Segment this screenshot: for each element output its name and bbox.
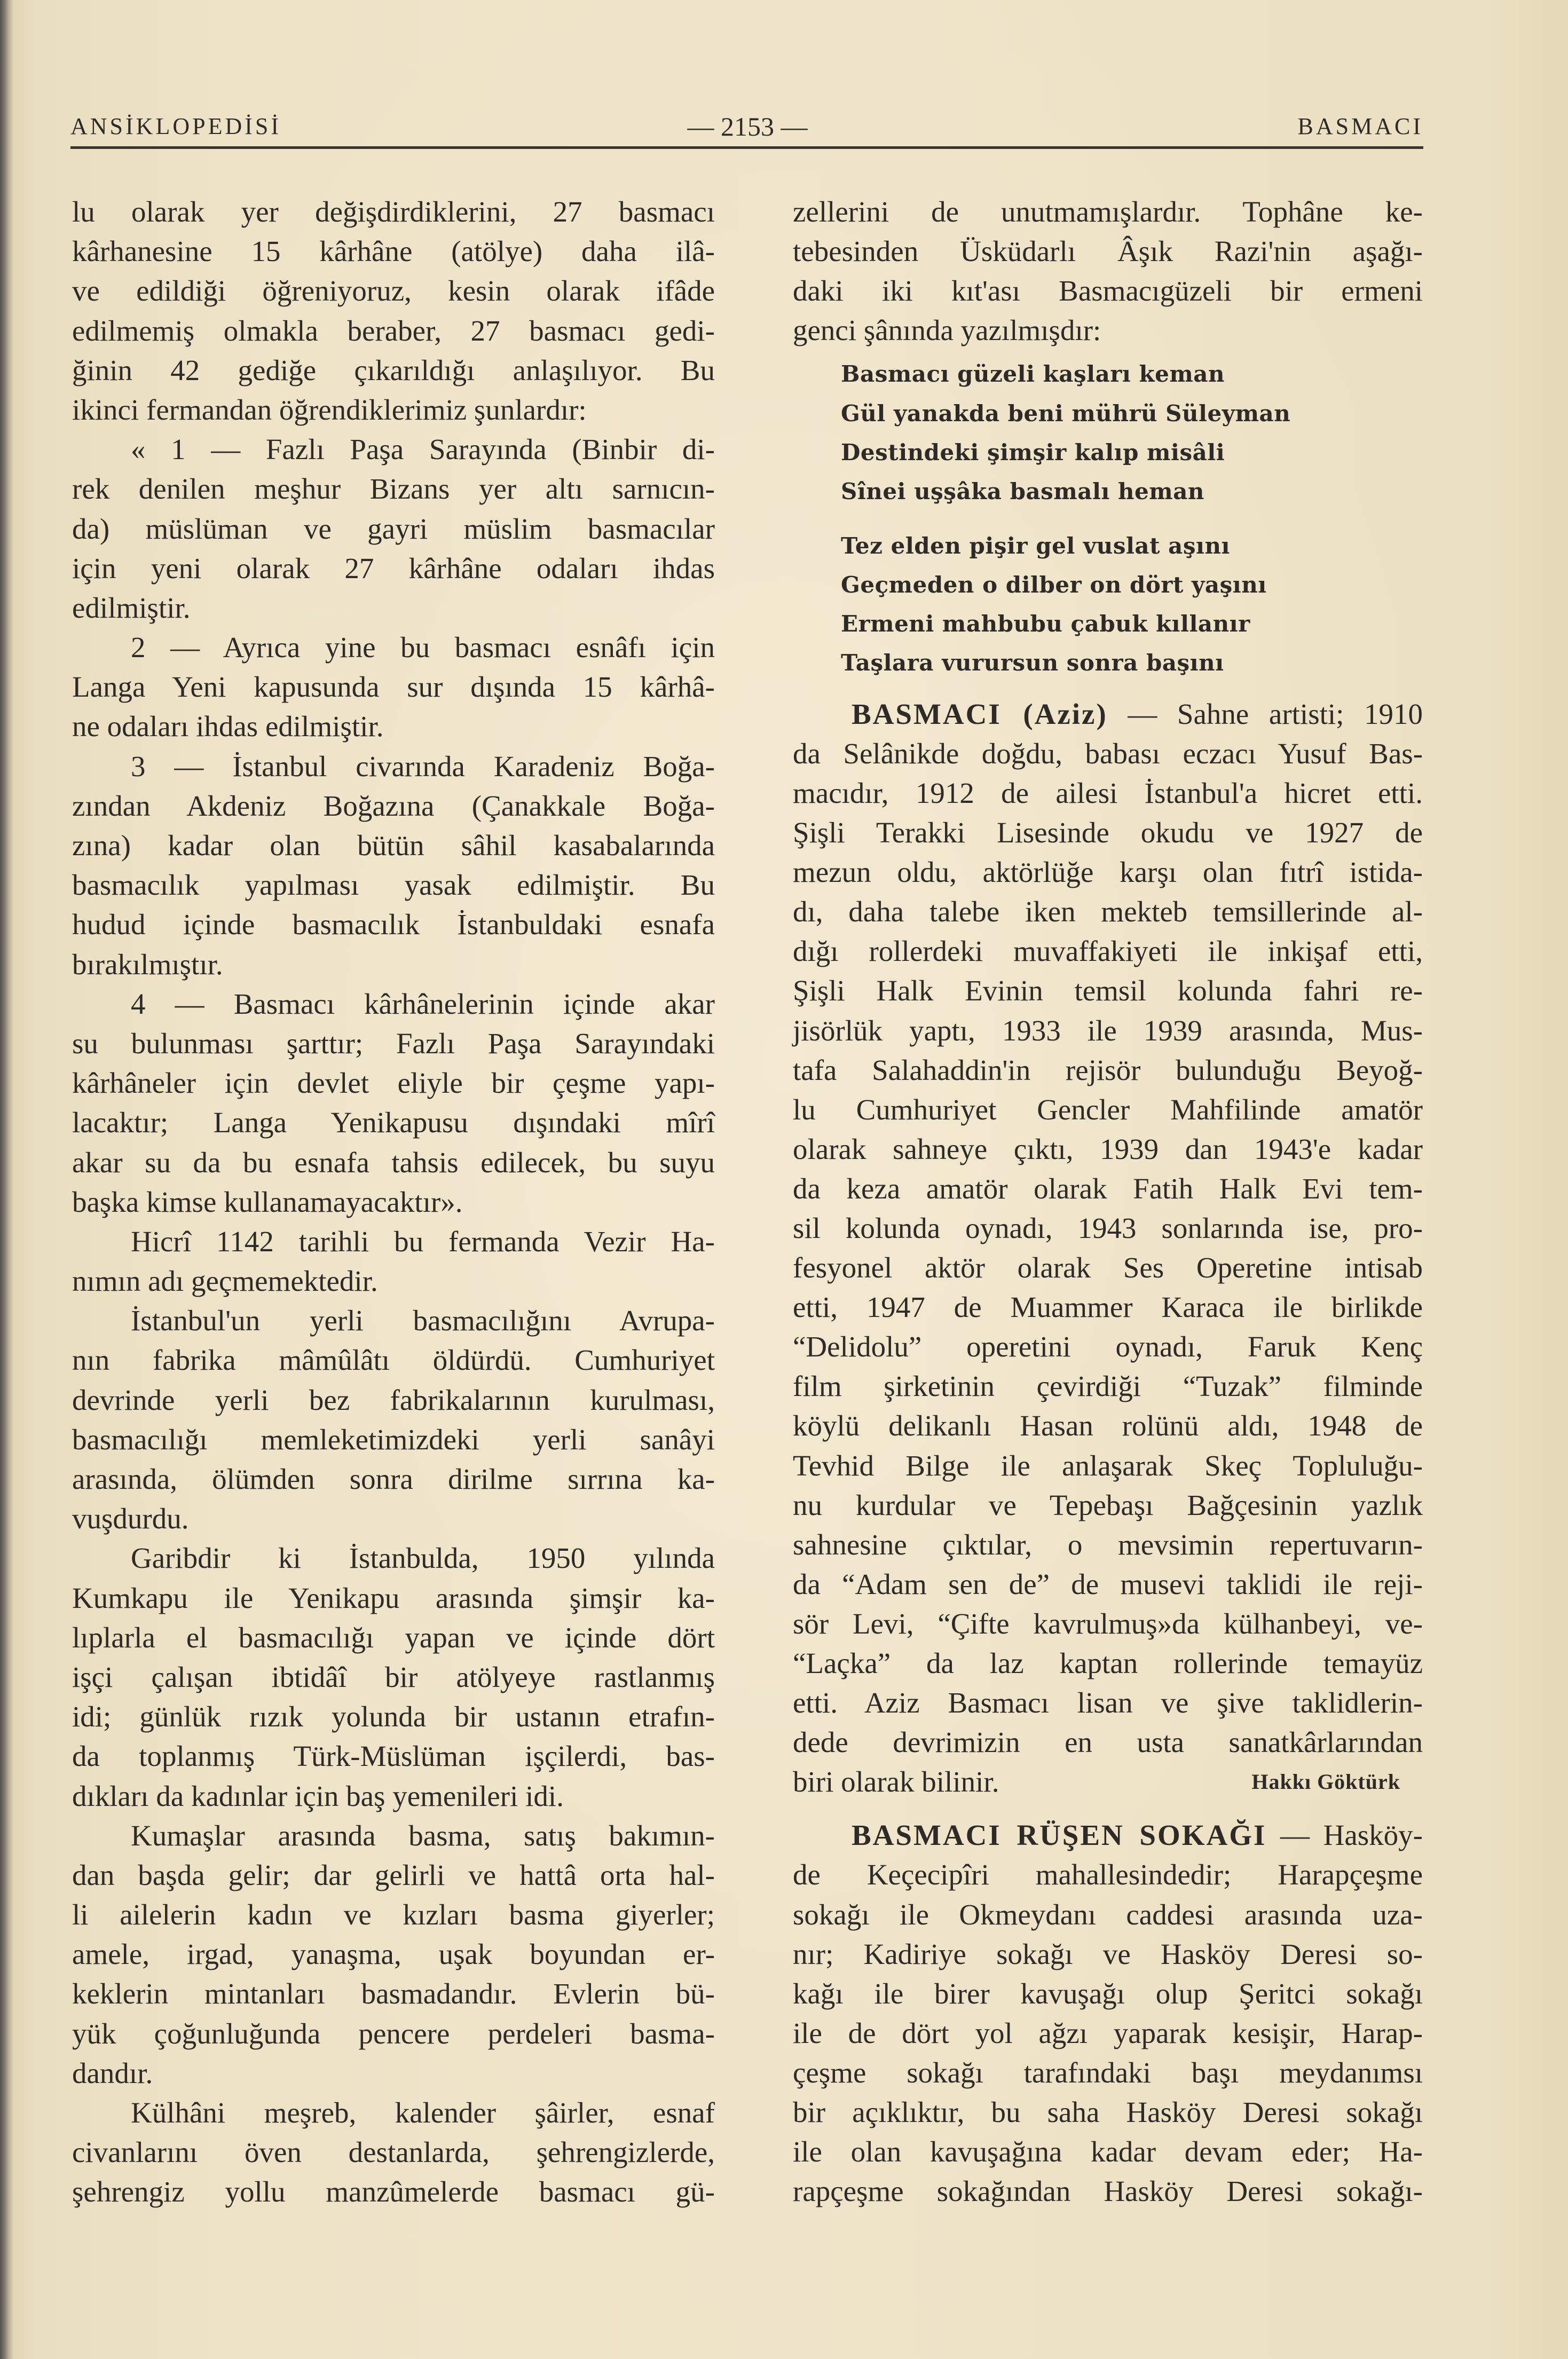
poem xyxy=(793,354,1423,682)
poem-line: Sînei uşşâka basmalı heman xyxy=(841,478,1204,505)
text-line: lu olarak yer değişdirdiklerini, 27 basmacı xyxy=(72,195,715,228)
poem-stanza xyxy=(841,354,1423,511)
text-line: işçi çalışan ibtidâî bir atölyeye rastlanmış xyxy=(72,1660,715,1693)
text-line: akar su da bu esnafa tahsis edilecek, bu suyu xyxy=(72,1146,715,1179)
paragraph xyxy=(793,192,1423,350)
poem-line: Basmacı güzeli kaşları keman xyxy=(841,361,1225,388)
text-line: ikinci fermandan öğrendiklerimiz şunlardır: xyxy=(72,393,587,426)
text-line: Şişli Halk Evinin temsil kolunda fahri re- xyxy=(793,974,1423,1007)
text-line: vuşdurdu. xyxy=(72,1502,189,1535)
text-line: Langa Yeni kapusunda sur dışında 15 kârhâ- xyxy=(72,670,715,704)
text-line: dıkları da kadınlar için baş yemenileri idi. xyxy=(72,1779,564,1812)
text-line: Garibdir ki İstanbulda, 1950 yılında xyxy=(131,1542,715,1575)
text-line: civanlarını öven destanlarda, şehrengizlerde, xyxy=(72,2136,715,2169)
text-line: genci şânında yazılmışdır: xyxy=(793,314,1101,347)
entry-first-line-text: — Hasköy- xyxy=(1280,1819,1423,1852)
text-line: bir açıklıktır, bu saha Hasköy Deresi sokağı xyxy=(793,2096,1423,2129)
text-line: Kumkapu ile Yenikapu arasında şimşir ka- xyxy=(72,1581,715,1614)
text-line: devrinde yerli bez fabrikalarının kurulması, xyxy=(72,1383,715,1416)
text-line: ğinin 42 gediğe çıkarıldığı anlaşılıyor. Bu xyxy=(72,353,715,386)
text-line: zına) kadar olan bütün sâhil kasabalarında xyxy=(72,829,715,862)
text-line: ile olan kavuşağına kadar devam eder; Ha- xyxy=(793,2135,1423,2168)
text-line: nır; Kadiriye sokağı ve Hasköy Deresi so- xyxy=(793,1937,1423,1970)
poem-line: Geçmeden o dilber on dört yaşını xyxy=(841,571,1267,598)
text-line: dede devrimizin en usta sanatkârlarından xyxy=(793,1726,1423,1759)
text-line: 3 — İstanbul civarında Karadeniz Boğa- xyxy=(131,749,715,783)
paragraph xyxy=(72,1539,715,1816)
text-line: da toplanmış Türk-Müslüman işçilerdi, bas- xyxy=(72,1740,715,1773)
text-line: 2 — Ayrıca yine bu basmacı esnâfı için xyxy=(131,631,715,664)
text-line: için yeni olarak 27 kârhâne odaları ihdas xyxy=(72,551,715,585)
encyclopedia-entry xyxy=(793,695,1423,1802)
text-line: nın fabrika mâmûlâtı öldürdü. Cumhuriyet xyxy=(72,1344,715,1377)
entry-first-line-text: — Sahne artisti; 1910 xyxy=(1128,697,1423,730)
text-line: “Delidolu” operetini oynadı, Faruk Kenç xyxy=(793,1330,1423,1363)
text-line: köylü delikanlı Hasan rolünü aldı, 1948 de xyxy=(793,1409,1423,1442)
text-line: kağı ile birer kavuşağı olup Şeritci sokağı xyxy=(793,1977,1423,2010)
text-line: macıdır, 1912 de ailesi İstanbul'a hicret etti. xyxy=(793,776,1423,809)
text-line: zından Akdeniz Boğazına (Çanakkale Boğa- xyxy=(72,789,715,822)
text-line: Kumaşlar arasında basma, satış bakımın- xyxy=(131,1819,715,1852)
text-line: da) müslüman ve gayri müslim basmacılar xyxy=(72,512,715,545)
text-line: film şirketinin çevirdiği “Tuzak” filminde xyxy=(793,1370,1423,1403)
paragraph xyxy=(72,1816,715,2093)
text-line: lu Cumhuriyet Gencler Mahfilinde amatör xyxy=(793,1093,1423,1126)
text-line: nımın adı geçmemektedir. xyxy=(72,1265,378,1298)
text-line: dan başda gelir; dar gelirli ve hattâ orta hal- xyxy=(72,1858,715,1891)
text-line: dı, daha talebe iken mekteb temsillerinde al- xyxy=(793,895,1423,928)
text-line: da Selânikde doğdu, babası eczacı Yusuf Bas- xyxy=(793,737,1423,770)
binding-shadow xyxy=(0,0,14,2359)
text-line: sil kolunda oynadı, 1943 sonlarında ise, pro- xyxy=(793,1211,1423,1244)
poem-stanza xyxy=(841,526,1423,683)
text-line: mezun oldu, aktörlüğe karşı olan fıtrî istida- xyxy=(793,856,1423,889)
text-line: basmacılık yapılması yasak edilmiştir. Bu xyxy=(72,869,715,902)
paragraph xyxy=(72,430,715,628)
text-line: tebesinden Üsküdarlı Âşık Razi'nin aşağı- xyxy=(793,235,1423,268)
paragraph xyxy=(72,1301,715,1539)
paragraph xyxy=(72,984,715,1222)
text-line: kârhâneler için devlet eliyle bir çeşme yapı- xyxy=(72,1067,715,1100)
text-line: Tevhid Bilge ile anlaşarak Skeç Topluluğu- xyxy=(793,1449,1423,1482)
text-line: jisörlük yaptı, 1933 ile 1939 arasında, Mus- xyxy=(793,1014,1423,1047)
text-line: çeşme sokağı tarafındaki başı meydanımsı xyxy=(793,2056,1423,2089)
text-line: su bulunması şarttır; Fazlı Paşa Sarayındaki xyxy=(72,1027,715,1060)
text-line: idi; günlük rızık yolunda bir ustanın etrafın- xyxy=(72,1700,715,1733)
text-line: sokağı ile Okmeydanı caddesi arasında uza- xyxy=(793,1898,1423,1931)
poem-line: Destindeki şimşir kalıp misâli xyxy=(841,439,1225,466)
text-line: etti, 1947 de Muammer Karaca ile birlikde xyxy=(793,1291,1423,1324)
text-line: hudud içinde basmacılık İstanbuldaki esnafa xyxy=(72,908,715,941)
paragraph xyxy=(72,628,715,747)
encyclopedia-entry xyxy=(793,1816,1423,2211)
entry-first-line xyxy=(793,1816,1423,1855)
text-line: rapçeşme sokağından Hasköy Deresi sokağı- xyxy=(793,2175,1423,2208)
text-line: arasında, ölümden sonra dirilme sırrına ka- xyxy=(72,1463,715,1495)
header-section-title: ANSİKLOPEDİSİ xyxy=(70,113,281,139)
paragraph xyxy=(72,192,715,430)
text-line: dandır. xyxy=(72,2056,153,2089)
text-line: ile de dört yol ağzı yaparak kesişir, Harap- xyxy=(793,2016,1423,2049)
entry-term: BASMACI RÜŞEN SOKAĞI xyxy=(852,1819,1267,1852)
text-line: ve edildiği öğreniyoruz, kesin olarak ifâde xyxy=(72,274,715,307)
text-line: de Keçecipîri mahallesindedir; Harapçeşme xyxy=(793,1858,1423,1891)
text-line: zellerini de unutmamışlardır. Tophâne ke- xyxy=(793,195,1423,228)
text-line: sör Levi, “Çifte kavrulmuş»da külhanbeyi, ve- xyxy=(793,1607,1423,1640)
poem-line: Gül yanakda beni mührü Süleyman xyxy=(841,400,1291,427)
text-line: etti. Aziz Basmacı lisan ve şive taklidlerin- xyxy=(793,1686,1423,1719)
entry-first-line xyxy=(793,695,1423,734)
text-line: edilmiştir. xyxy=(72,591,191,624)
text-line: “Laçka” da laz kaptan rollerinde temayüz xyxy=(793,1647,1423,1679)
text-line: basmacılığı memleketimizdeki yerli sanâyi xyxy=(72,1423,715,1456)
text-line: yük çoğunluğunda pencere perdeleri basma- xyxy=(72,2017,715,2050)
text-line: dığı rollerdeki muvaffakiyeti ile inkişaf etti, xyxy=(793,935,1423,968)
text-line: kârhanesine 15 kârhâne (atölye) daha ilâ- xyxy=(72,235,715,268)
text-line: Şişli Terakki Lisesinde okudu ve 1927 de xyxy=(793,816,1423,849)
text-line: şehrengiz yollu manzûmelerde basmacı gü- xyxy=(72,2175,715,2208)
text-line: « 1 — Fazlı Paşa Sarayında (Binbir di- xyxy=(131,433,715,466)
text-line: da keza amatör olarak Fatih Halk Evi tem- xyxy=(793,1172,1423,1205)
text-line: amele, irgad, yanaşma, uşak boyundan er- xyxy=(72,1938,715,1971)
text-line: lacaktır; Langa Yenikapusu dışındaki mîrî xyxy=(72,1106,715,1139)
text-line: 4 — Basmacı kârhânelerinin içinde akar xyxy=(131,987,715,1020)
text-line: olarak sahneye çıktı, 1939 dan 1943'e kadar xyxy=(793,1132,1423,1165)
text-line: sahnesine çıktılar, o mevsimin repertuvarın- xyxy=(793,1528,1423,1561)
poem-line: Taşlara vurursun sonra başını xyxy=(841,650,1224,676)
text-line: li ailelerin kadın ve kızları basma giyerler; xyxy=(72,1898,715,1931)
text-line: bırakılmıştır. xyxy=(72,948,223,981)
text-line: başka kimse kullanamayacaktır». xyxy=(72,1185,463,1218)
paragraph xyxy=(72,747,715,984)
text-line: nu kurdular ve Tepebaşı Bağçesinin yazlık xyxy=(793,1488,1423,1521)
text-line: İstanbul'un yerli basmacılığını Avrupa- xyxy=(131,1304,715,1337)
text-line: Hicrî 1142 tarihli bu fermanda Vezir Ha- xyxy=(131,1225,715,1258)
entry-term: BASMACI (Aziz) xyxy=(852,697,1108,730)
page-number: — 2153 — xyxy=(687,112,808,141)
poem-line: Ermeni mahbubu çabuk kıllanır xyxy=(841,611,1250,637)
text-line: daki iki kıt'ası Basmacıgüzeli bir ermeni xyxy=(793,274,1423,307)
author-signature: Hakkı Göktürk xyxy=(1251,1770,1400,1794)
text-line: edilmemiş olmakla beraber, 27 basmacı gedi- xyxy=(72,314,715,347)
text-line: keklerin mintanları basmadandır. Evlerin bü- xyxy=(72,1977,715,2010)
header-rule xyxy=(70,146,1423,149)
left-column xyxy=(72,192,715,2212)
poem-line: Tez elden pişir gel vuslat aşını xyxy=(841,532,1230,559)
text-line: tafa Salahaddin'in rejisör bulunduğu Beyoğ- xyxy=(793,1053,1423,1086)
text-line xyxy=(793,1762,1423,1802)
text-line: da “Adam sen de” de musevi taklidi ile reji- xyxy=(793,1567,1423,1600)
text-line: Külhâni meşreb, kalender şâirler, esnaf xyxy=(131,2096,715,2129)
text-line: lıplarla el basmacılığı yapan ve içinde dört xyxy=(72,1621,715,1654)
paragraph xyxy=(72,1222,715,1301)
header-entry-title: BASMACI xyxy=(1297,113,1423,139)
paragraph xyxy=(72,2093,715,2212)
text-line: rek denilen meşhur Bizans yer altı sarnıcın- xyxy=(72,472,715,506)
text-line: ne odaları ihdas edilmiştir. xyxy=(72,710,384,743)
right-column xyxy=(793,192,1423,2211)
text-line-content: biri olarak bilinir. xyxy=(793,1765,999,1798)
text-line: fesyonel aktör olarak Ses Operetine intisab xyxy=(793,1251,1423,1284)
